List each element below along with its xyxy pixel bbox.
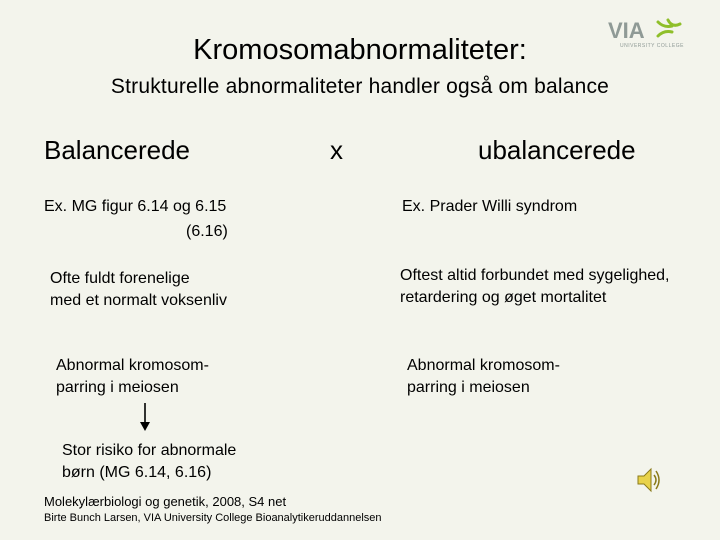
left-normal-life-note (50, 268, 227, 312)
logo-wordmark: VIA (608, 18, 645, 43)
right-example: Ex. Prader Willi syndrom (402, 198, 578, 215)
left-example-line-1: Ex. MG figur 6.14 og 6.15 (44, 198, 227, 215)
right-pairing-note (407, 355, 560, 399)
speaker-icon[interactable] (636, 465, 662, 495)
footer-course: Molekylærbiologi og genetik, 2008, S4 net (44, 494, 287, 509)
footer-author: Birte Bunch Larsen, VIA University College Bioanalytikeruddannelsen (44, 512, 382, 524)
slide-subtitle: Strukturelle abnormaliteter handler også om balance (110, 75, 610, 98)
left-normal-line-1: Ofte fuldt forenelige (50, 270, 190, 287)
left-risk-line-1: Stor risiko for abnormale (62, 442, 237, 459)
left-pairing-line-2: parring i meiosen (56, 379, 179, 396)
logo-tagline: UNIVERSITY COLLEGE (620, 43, 684, 49)
left-pairing-note (56, 355, 209, 399)
right-morbidity-note (400, 265, 670, 309)
right-column-heading: ubalancerede (478, 135, 636, 165)
right-sick-line-2: retardering og øget mortalitet (400, 289, 607, 306)
left-column-heading: Balancerede (44, 135, 190, 165)
versus-marker: x (330, 135, 343, 165)
left-example-line-2: (6.16) (186, 223, 228, 240)
left-risk-note (62, 440, 236, 484)
left-pairing-line-1: Abnormal kromosom- (56, 357, 209, 374)
arrow-down-icon (135, 402, 155, 432)
slide-title: Kromosomabnormaliteter: (193, 34, 527, 66)
left-normal-line-2: med et normalt voksenliv (50, 292, 227, 309)
right-pairing-line-1: Abnormal kromosom- (407, 357, 560, 374)
left-risk-line-2: børn (MG 6.14, 6.16) (62, 464, 212, 481)
right-pairing-line-2: parring i meiosen (407, 379, 530, 396)
right-sick-line-1: Oftest altid forbundet med sygelighed, (400, 267, 670, 284)
